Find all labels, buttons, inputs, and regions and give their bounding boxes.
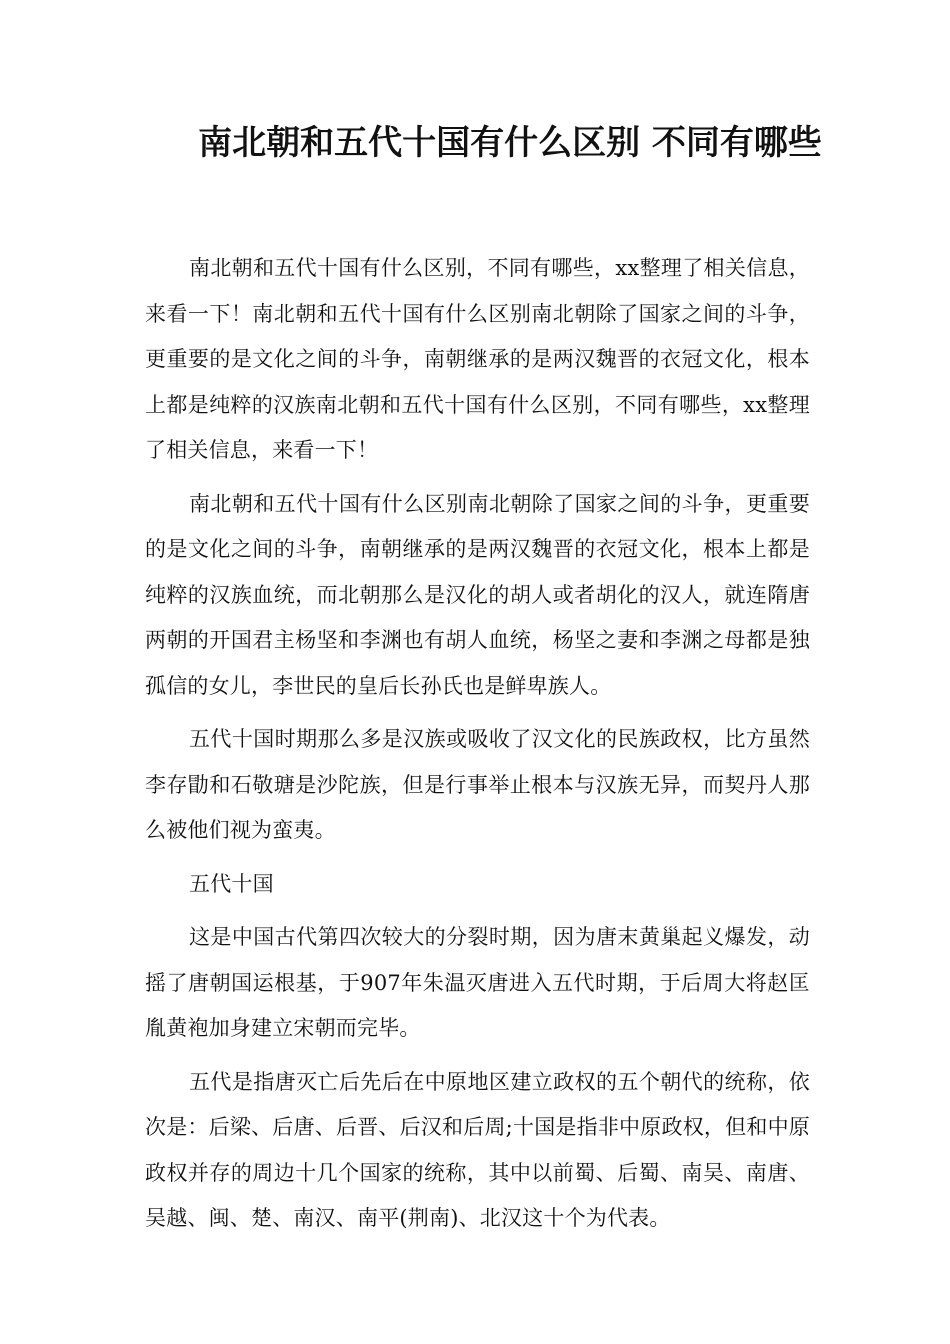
paragraph-4: 这是中国古代第四次较大的分裂时期，因为唐末黄巢起义爆发，动摇了唐朝国运根基，于907年朱温灭唐进入五代时期，于后周大将赵匡胤黄袍加身建立宋朝而完毕。 xyxy=(145,925,810,1040)
paragraph-2: 南北朝和五代十国有什么区别南北朝除了国家之间的斗争，更重要的是文化之间的斗争，南朝继承的是两汉魏晋的衣冠文化，根本上都是纯粹的汉族血统，而北朝那么是汉化的胡人或者胡化的汉人，就连隋唐两朝的开国君主杨坚和李渊也有胡人血统，杨坚之妻和李渊之母都是独孤信的女儿，李世民的皇后长孙氏也是鲜卑族人。 xyxy=(145,491,810,698)
paragraph-5: 五代是指唐灭亡后先后在中原地区建立政权的五个朝代的统称，依次是：后梁、后唐、后晋、后汉和后周;十国是指非中原政权，但和中原政权并存的周边十几个国家的统称，其中以前蜀、后蜀、南吴、南唐、吴越、闽、楚、南汉、南平(荆南)、北汉这十个为代表。 xyxy=(145,1069,810,1230)
document-body xyxy=(145,246,810,1250)
paragraph-3: 五代十国时期那么多是汉族或吸收了汉文化的民族政权，比方虽然李存勖和石敬瑭是沙陀族，但是行事举止根本与汉族无异，而契丹人那么被他们视为蛮夷。 xyxy=(145,727,810,842)
document-title: 南北朝和五代十国有什么区别 不同有哪些 xyxy=(198,123,822,163)
paragraph-1: 南北朝和五代十国有什么区别，不同有哪些，xx整理了相关信息，来看一下！南北朝和五代十国有什么区别南北朝除了国家之间的斗争，更重要的是文化之间的斗争，南朝继承的是两汉魏晋的衣冠文化，根本上都是纯粹的汉族南北朝和五代十国有什么区别，不同有哪些，xx整理了相关信息，来看一下！ xyxy=(145,256,810,462)
section-heading-wudai-shiguo: 五代十国 xyxy=(189,871,274,896)
